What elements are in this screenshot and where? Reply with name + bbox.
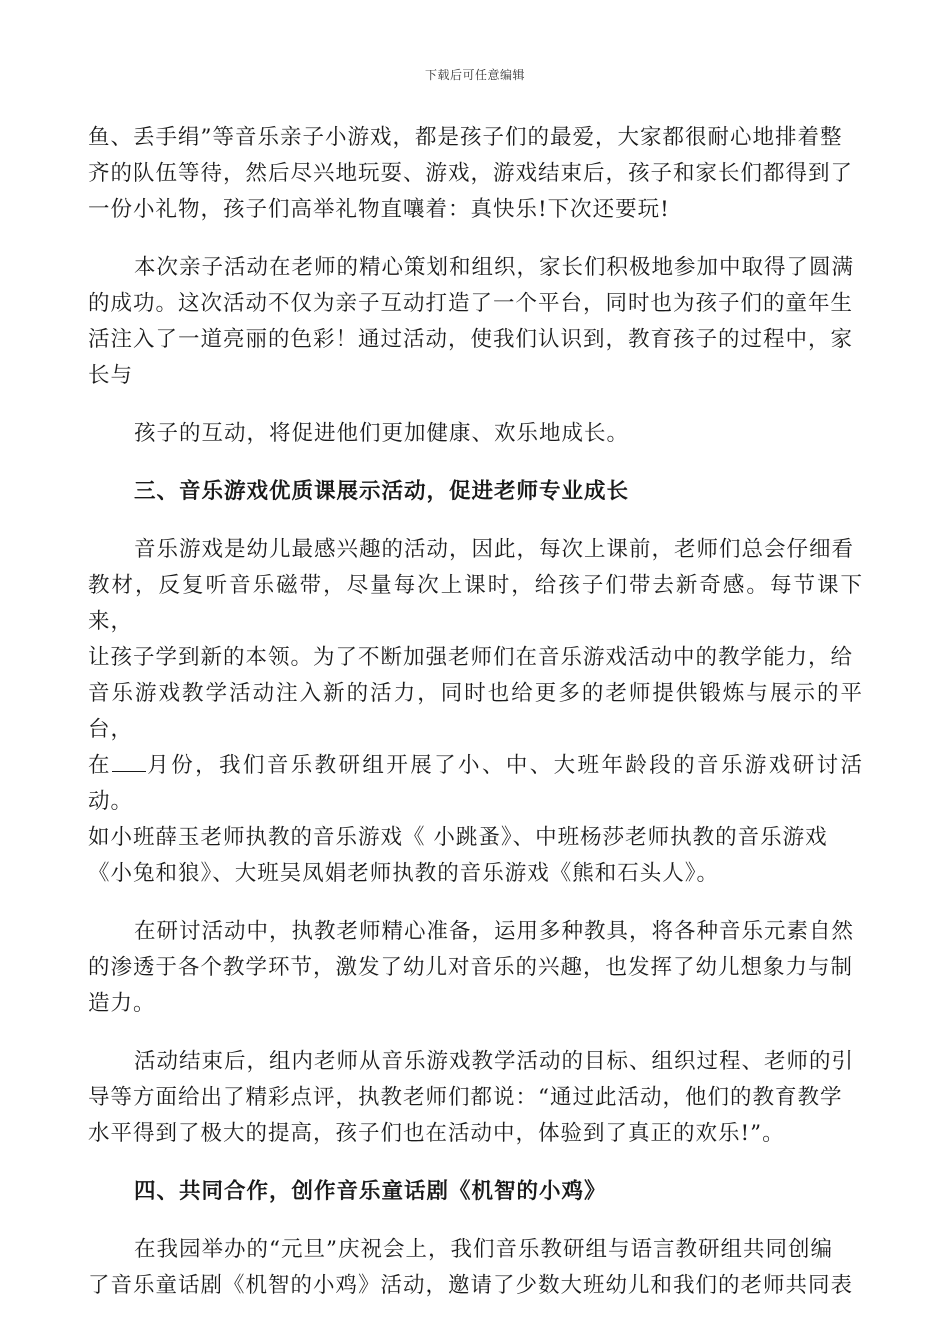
text-line: 本次亲子活动在老师的精心策划和组织，家长们积极地参加中取得了圆满 bbox=[134, 255, 855, 280]
text-line: 齐的队伍等待，然后尽兴地玩耍、游戏，游戏结束后，孩子和家长们都得到了 bbox=[88, 161, 854, 186]
text-line: 音乐游戏教学活动注入新的活力，同时也给更多的老师提供锻炼与展示的平台， bbox=[88, 681, 863, 742]
paragraph-7 bbox=[88, 1232, 863, 1304]
paragraph-5 bbox=[88, 914, 863, 1022]
text-line: 孩子的互动，将促进他们更加健康、欢乐地成长。 bbox=[134, 421, 630, 446]
paragraph-1 bbox=[88, 120, 863, 228]
text-line: 音乐游戏是幼儿最感兴趣的活动，因此，每次上课前，老师们总会仔细看 bbox=[134, 537, 855, 562]
text-line: 一份小礼物，孩子们高举礼物直嚷着：真快乐!下次还要玩! bbox=[88, 197, 670, 222]
text-line: 长与 bbox=[88, 363, 134, 388]
text-line: 如小班薛玉老师执教的音乐游戏《 小跳蚤》、中班杨莎老师执教的音乐游戏 bbox=[88, 825, 828, 850]
paragraph-6 bbox=[88, 1044, 863, 1152]
text-line: 活注入了一道亮丽的色彩！通过活动，使我们认识到，教育孩子的过程中，家 bbox=[88, 327, 854, 352]
text-line: 让孩子学到新的本领。为了不断加强老师们在音乐游戏活动中的教学能力，给 bbox=[88, 645, 854, 670]
page-header: 下载后可任意编辑 bbox=[424, 68, 525, 82]
text-line: 教材，反复听音乐磁带，尽量每次上课时，给孩子们带去新奇感。每节课下来， bbox=[88, 573, 863, 634]
text-line: 《小兔和狼》、大班吴凤娟老师执教的音乐游戏《熊和石头人》。 bbox=[88, 861, 720, 886]
text-line: 导等方面给出了精彩点评，执教老师们都说：“通过此活动，他们的教育教学 bbox=[88, 1085, 843, 1110]
fill-in-blank bbox=[112, 770, 146, 772]
paragraph-2 bbox=[88, 250, 863, 394]
blank-after: 月份，我们音乐教研组开展了小、中、大班年龄段的音乐游戏研讨活动。 bbox=[88, 753, 863, 814]
text-line: 了音乐童话剧《机智的小鸡》活动，邀请了少数大班幼儿和我们的老师共同表 bbox=[88, 1273, 854, 1298]
text-line: 的成功。这次活动不仅为亲子互动打造了一个平台，同时也为孩子们的童年生 bbox=[88, 291, 854, 316]
section-heading-4: 四、共同合作，创作音乐童话剧《机智的小鸡》 bbox=[134, 1179, 607, 1204]
text-line: 活动结束后，组内老师从音乐游戏教学活动的目标、组织过程、老师的引 bbox=[134, 1049, 855, 1074]
text-line: 在研讨活动中，执教老师精心准备，运用多种教具，将各种音乐元素自然 bbox=[134, 919, 855, 944]
text-line: 鱼、丢手绢”等音乐亲子小游戏，都是孩子们的最爱，大家都很耐心地排着整 bbox=[88, 125, 843, 150]
text-line: 的渗透于各个教学环节，激发了幼儿对音乐的兴趣，也发挥了幼儿想象力与制 bbox=[88, 955, 854, 980]
text-line: 水平得到了极大的提高，孩子们也在活动中，体验到了真正的欢乐!”。 bbox=[88, 1121, 785, 1146]
paragraph-4 bbox=[88, 532, 863, 892]
paragraph-3 bbox=[88, 416, 863, 452]
blank-before: 在 bbox=[88, 753, 112, 778]
section-heading-3: 三、音乐游戏优质课展示活动，促进老师专业成长 bbox=[134, 479, 630, 504]
text-line-with-blank bbox=[88, 748, 863, 820]
document-body bbox=[88, 120, 863, 1326]
text-line: 在我园举办的“元旦”庆祝会上，我们音乐教研组与语言教研组共同创编 bbox=[134, 1237, 833, 1262]
text-line: 造力。 bbox=[88, 991, 156, 1016]
